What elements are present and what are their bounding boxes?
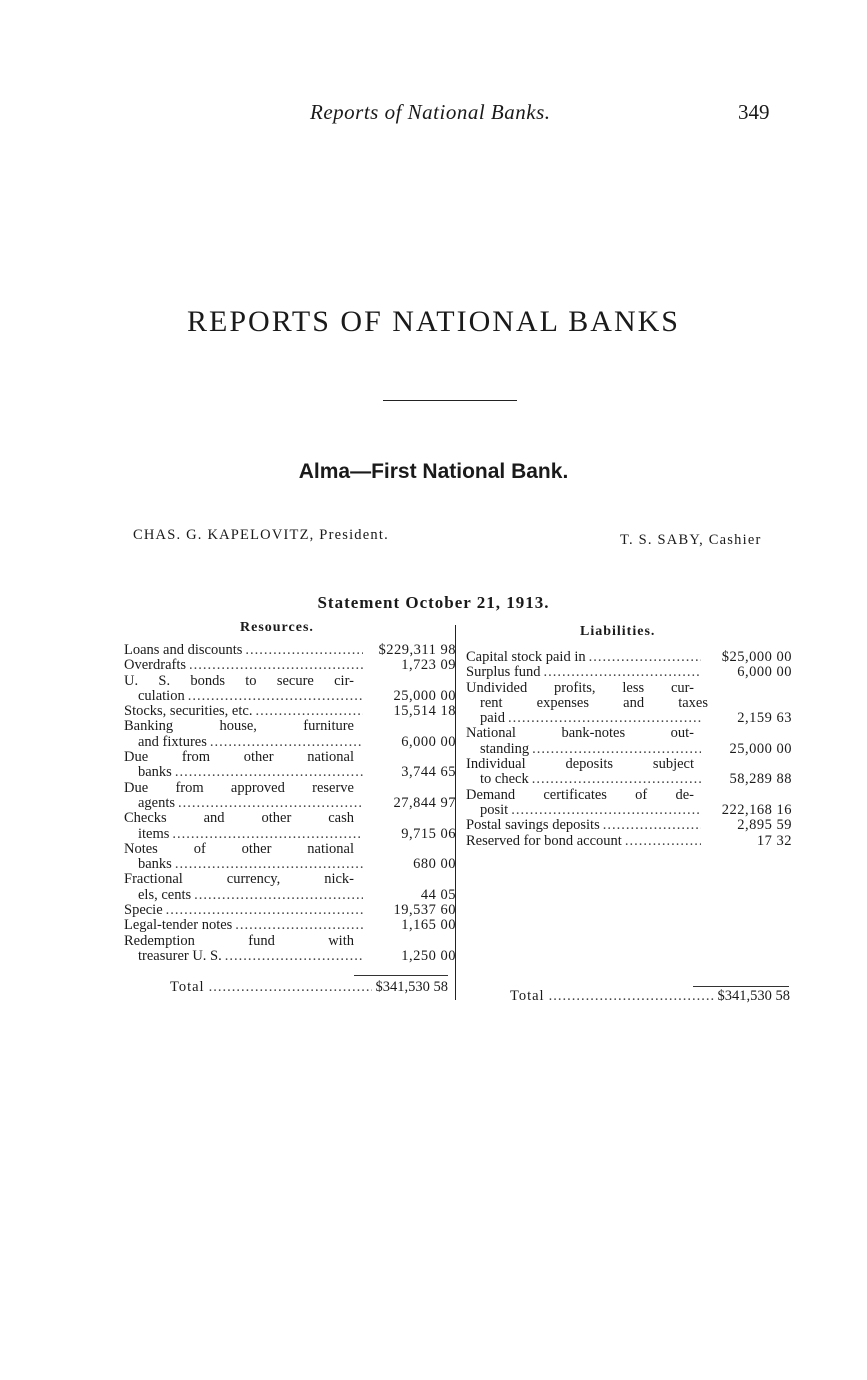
resource-item — [124, 842, 456, 873]
resource-item-line — [124, 689, 456, 704]
label-word: other — [241, 841, 272, 857]
resource-item-label: Legal-tender notes — [124, 918, 233, 934]
resource-item-label: els, cents — [138, 887, 192, 903]
label-word: Redemption — [124, 933, 195, 949]
resource-item — [124, 918, 456, 933]
liabilities-heading: Liabilities. — [580, 624, 656, 639]
resources-total-label: Total — [170, 979, 205, 995]
liability-item-line — [466, 803, 792, 818]
liability-item — [466, 650, 792, 665]
label-word: cir- — [334, 673, 354, 689]
title-rule — [383, 400, 517, 401]
label-word: with — [328, 933, 354, 949]
liability-item-label — [466, 788, 694, 803]
liability-item-label-line — [466, 757, 792, 772]
label-word: bank-notes — [561, 726, 626, 742]
liability-item-label: paid — [480, 711, 505, 727]
resources-total-amount: $341,530 58 — [375, 979, 448, 995]
resource-item-label: agents — [138, 795, 176, 811]
resource-item — [124, 750, 456, 781]
label-word: of — [193, 841, 206, 857]
leader-dots — [532, 742, 701, 757]
liability-item-label-line — [466, 696, 792, 711]
liability-item-line — [466, 650, 792, 665]
resource-item-label — [124, 934, 354, 949]
resource-item — [124, 872, 456, 903]
leader-dots — [178, 796, 363, 811]
liability-item-amount: 2,895 59 — [737, 818, 792, 834]
liability-item-label: Surplus fund — [466, 665, 541, 681]
resource-item-amount: 15,514 18 — [393, 704, 456, 720]
label-word: Due — [124, 750, 149, 766]
resource-item-label — [124, 674, 354, 689]
label-word: from — [181, 750, 211, 766]
label-word: Due — [124, 780, 149, 796]
label-word: Undivided — [466, 680, 528, 696]
label-word: national — [307, 841, 354, 857]
bank-cashier: T. S. SABY, Cashier — [620, 532, 762, 548]
label-word: and — [623, 695, 645, 711]
running-head: Reports of National Banks. — [310, 100, 551, 124]
leader-dots — [209, 979, 372, 996]
liability-item-amount: 2,159 63 — [737, 711, 792, 727]
resource-item-line — [124, 949, 456, 964]
label-word: certificates — [543, 787, 607, 803]
bank-president: CHAS. G. KAPELOVITZ, President. — [133, 527, 389, 543]
resource-item-label: Loans and discounts — [124, 643, 243, 658]
label-word: U. — [124, 673, 139, 689]
resources-sum-rule — [354, 975, 448, 976]
resource-item — [124, 658, 456, 673]
liability-item-label — [466, 726, 694, 741]
resources-ledger — [124, 643, 456, 964]
resource-item-label: banks — [138, 765, 172, 781]
liability-item-line — [466, 818, 792, 833]
liability-item-line — [466, 742, 792, 757]
liability-item-line — [466, 772, 792, 787]
label-word: Demand — [466, 787, 516, 803]
leader-dots — [532, 772, 701, 787]
label-word: bonds — [190, 673, 225, 689]
leader-dots — [508, 711, 701, 726]
liability-item — [466, 788, 792, 819]
resource-item-amount: 3,744 65 — [401, 765, 456, 781]
statement-title: Statement October 21, 1913. — [317, 593, 550, 612]
leader-dots — [245, 643, 363, 658]
resource-item-amount: 9,715 06 — [401, 826, 456, 842]
resource-item-label — [124, 781, 354, 796]
label-word: subject — [652, 757, 694, 773]
label-word: de- — [675, 787, 694, 803]
resource-item-amount: 1,165 00 — [401, 918, 456, 934]
resource-item-label: Specie — [124, 903, 163, 919]
resource-item-label-line — [124, 842, 456, 857]
liability-item-label-line — [466, 788, 792, 803]
liability-item-label: Capital stock paid in — [466, 650, 586, 665]
liability-item-label: to check — [480, 772, 529, 788]
label-word: S. — [158, 673, 171, 689]
leader-dots — [235, 918, 363, 933]
resource-item-label — [124, 811, 354, 826]
label-word: to — [245, 673, 257, 689]
label-word: Fractional — [124, 872, 183, 888]
label-word: and — [203, 811, 225, 827]
label-word: Individual — [466, 757, 526, 773]
resource-item-label: treasurer U. S. — [138, 948, 222, 964]
resource-item-label-line — [124, 750, 456, 765]
resource-item-amount: 19,537 60 — [393, 903, 456, 919]
liability-item — [466, 665, 792, 680]
label-word: reserve — [312, 780, 354, 796]
resource-item-amount: 25,000 00 — [393, 688, 456, 704]
resource-item-line — [124, 796, 456, 811]
resource-item-amount: 6,000 00 — [401, 734, 456, 750]
liability-item-label — [466, 681, 694, 696]
liability-item — [466, 726, 792, 757]
label-word: fund — [248, 933, 275, 949]
resource-item — [124, 811, 456, 842]
resource-item-label: Overdrafts — [124, 658, 187, 674]
label-word: other — [261, 811, 292, 827]
resource-item-amount: 680 00 — [413, 857, 456, 873]
leader-dots — [210, 735, 363, 750]
resource-item-label — [124, 750, 354, 765]
liability-item-amount: 6,000 00 — [737, 665, 792, 681]
label-word: from — [175, 780, 204, 796]
resource-item-line — [124, 827, 456, 842]
liability-item-amount: 58,289 88 — [729, 772, 792, 788]
resource-item — [124, 903, 456, 918]
liability-item-label: posit — [480, 802, 509, 818]
resource-item-line — [124, 918, 456, 933]
liability-item-label: Postal savings deposits — [466, 818, 600, 834]
resource-item-label — [124, 872, 354, 887]
label-word: of — [635, 787, 648, 803]
label-word: deposits — [565, 757, 614, 773]
label-word: cur- — [670, 680, 694, 696]
resource-item-label: items — [138, 826, 170, 842]
resource-item-line — [124, 704, 456, 719]
leader-dots — [511, 803, 701, 818]
label-word: nick- — [324, 872, 354, 888]
liability-item-amount: 222,168 16 — [721, 802, 792, 818]
resource-item — [124, 781, 456, 812]
resource-item-label — [124, 719, 354, 734]
liabilities-sum-rule — [693, 986, 789, 987]
resource-item-label-line — [124, 781, 456, 796]
liability-item-line — [466, 834, 792, 849]
resources-heading: Resources. — [240, 620, 314, 635]
leader-dots — [549, 988, 714, 1005]
label-word: rent — [480, 695, 503, 711]
resource-item-amount: 1,723 09 — [401, 658, 456, 674]
resource-item-label: Stocks, securities, etc. — [124, 704, 253, 720]
resource-item-line — [124, 643, 456, 658]
liabilities-total-line — [510, 988, 790, 1005]
leader-dots — [625, 834, 701, 849]
resource-item — [124, 934, 456, 965]
resource-item-label-line — [124, 674, 456, 689]
resource-item-line — [124, 857, 456, 872]
leader-dots — [255, 704, 363, 719]
resource-item-label-line — [124, 811, 456, 826]
liability-item — [466, 818, 792, 833]
resource-item — [124, 643, 456, 658]
resource-item-label: culation — [138, 688, 185, 704]
liability-item-label — [480, 696, 708, 711]
label-word: other — [243, 750, 274, 766]
leader-dots — [225, 949, 363, 964]
resource-item-amount: 1,250 00 — [401, 948, 456, 964]
resource-item-amount: $229,311 98 — [378, 643, 456, 658]
resource-item-line — [124, 735, 456, 750]
liability-item-amount: $25,000 00 — [721, 650, 792, 665]
resource-item-line — [124, 888, 456, 903]
leader-dots — [603, 818, 701, 833]
bank-name: Alma—First National Bank. — [298, 460, 569, 483]
liability-item — [466, 757, 792, 788]
leader-dots — [589, 650, 701, 665]
leader-dots — [189, 658, 363, 673]
resource-item-line — [124, 658, 456, 673]
label-word: Notes — [124, 841, 158, 857]
label-word: house, — [219, 719, 257, 735]
resource-item — [124, 704, 456, 719]
label-word: currency, — [226, 872, 281, 888]
liability-item — [466, 834, 792, 849]
liability-item-amount: 25,000 00 — [729, 741, 792, 757]
label-word: national — [307, 750, 354, 766]
liability-item-label — [466, 757, 694, 772]
liability-item-label-line — [466, 681, 792, 696]
resource-item-label: banks — [138, 857, 172, 873]
liability-item — [466, 681, 792, 727]
label-word: expenses — [536, 695, 590, 711]
resource-item — [124, 719, 456, 750]
label-word: less — [622, 680, 645, 696]
resource-item-line — [124, 765, 456, 780]
leader-dots — [175, 857, 363, 872]
label-word: out- — [670, 726, 694, 742]
resource-item-amount: 44 05 — [420, 887, 456, 903]
label-word: Banking — [124, 719, 174, 735]
leader-dots — [544, 665, 701, 680]
resource-item-label: and fixtures — [138, 734, 207, 750]
label-word: National — [466, 726, 516, 742]
liability-item-label-line — [466, 726, 792, 741]
liabilities-total-label: Total — [510, 988, 545, 1004]
leader-dots — [194, 888, 363, 903]
page-number: 349 — [738, 100, 770, 124]
liability-item-label: Reserved for bond account — [466, 833, 622, 849]
resource-item-line — [124, 903, 456, 918]
resource-item-label-line — [124, 872, 456, 887]
resource-item-label — [124, 842, 354, 857]
label-word: approved — [230, 780, 285, 796]
liability-item-amount: 17 32 — [756, 833, 792, 849]
liability-item-line — [466, 665, 792, 680]
leader-dots — [188, 689, 363, 704]
main-title: REPORTS OF NATIONAL BANKS — [187, 305, 680, 338]
label-word: profits, — [554, 680, 596, 696]
leader-dots — [172, 827, 363, 842]
label-word: secure — [276, 673, 314, 689]
label-word: furniture — [303, 719, 354, 735]
leader-dots — [175, 765, 363, 780]
resource-item-label-line — [124, 719, 456, 734]
resources-total-line — [170, 979, 448, 996]
resource-item-amount: 27,844 97 — [393, 795, 456, 811]
liabilities-ledger — [466, 650, 792, 849]
label-word: Checks — [124, 811, 167, 827]
liability-item-label: standing — [480, 741, 530, 757]
liabilities-total-amount: $341,530 58 — [717, 988, 790, 1004]
label-word: taxes — [678, 695, 708, 711]
liability-item-line — [466, 711, 792, 726]
resource-item — [124, 674, 456, 705]
resource-item-label-line — [124, 934, 456, 949]
leader-dots — [166, 903, 363, 918]
label-word: cash — [328, 811, 354, 827]
